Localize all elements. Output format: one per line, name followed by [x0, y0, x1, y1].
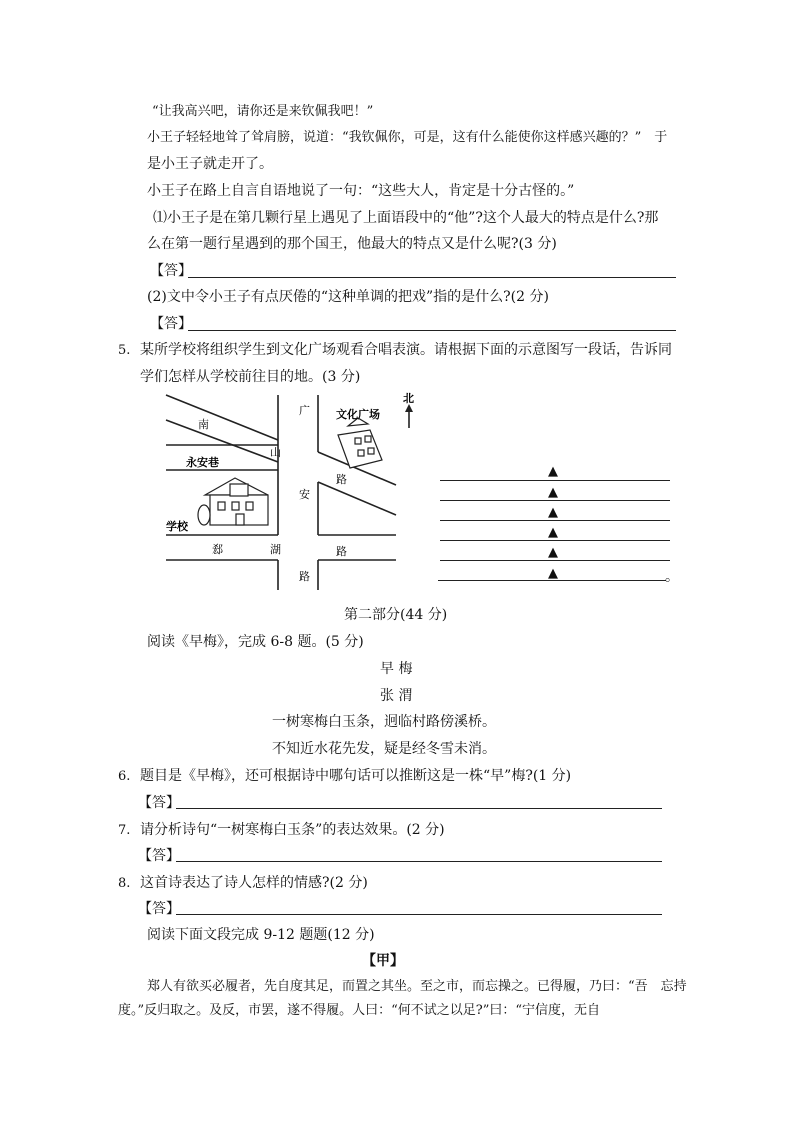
answer-label-2: 【答】	[150, 316, 192, 332]
triangle-marker: ▲	[548, 464, 558, 479]
muse-line: 小王子在路上自言自语地说了一句：“这些大人，肯定是十分古怪的。”	[147, 183, 575, 199]
north-arrow-icon	[405, 404, 413, 428]
map-label-lu-2: 路	[336, 545, 347, 558]
triangle-marker: ▲	[548, 485, 558, 500]
quote-line: “让我高兴吧，请你还是来钦佩我吧！”	[152, 104, 374, 119]
reading-intro: 阅读下面文段完成 9-12 题题(12 分)	[147, 927, 375, 943]
school-building-icon	[198, 478, 268, 525]
reading-line-1: 郑人有欲买必履者，先自度其足，而置之其坐。至之市，而忘操之。已得履，乃曰：“吾 忘持	[147, 979, 687, 994]
map-label-lu-3: 路	[299, 570, 310, 583]
q7-text: 请分析诗句“一树寒梅白玉条”的表达效果。(2 分)	[140, 822, 445, 838]
reply-line: 小王子轻轻地耸了耸肩膀，说道：“我钦佩你，可是，这有什么能使你这样感兴趣的？” 于	[147, 130, 668, 145]
question-2: (2)文中令小王子有点厌倦的“这种单调的把戏”指的是什么?(2 分)	[147, 289, 549, 305]
q6-number: 6.	[118, 769, 131, 784]
q6-text: 题目是《早梅》，还可根据诗中哪句话可以推断这是一株“早”梅?(1 分)	[140, 768, 572, 784]
q7-number: 7.	[118, 823, 131, 838]
map-label-school: 学校	[166, 520, 188, 533]
map-label-square: 文化广场	[336, 408, 380, 421]
part2-intro: 阅读《早梅》，完成 6-8 题。(5 分)	[147, 634, 364, 650]
answer-label-q6: 【答】	[138, 795, 180, 811]
answer-line-2[interactable]	[188, 330, 676, 331]
answer-line-q8[interactable]	[176, 914, 662, 915]
map-label-nan: 南	[198, 418, 209, 431]
culture-square-building-icon	[338, 418, 382, 468]
map-label-an: 安	[299, 488, 310, 501]
question-1-line-2: 么在第一题行星遇到的那个国王，他最大的特点又是什么呢?(3 分)	[147, 236, 557, 252]
poem-author: 张 渭	[380, 688, 413, 704]
triangle-marker: ▲	[548, 505, 558, 520]
answer-line-q6[interactable]	[176, 808, 662, 809]
map-label-guang: 广	[299, 404, 310, 417]
map-label-lu-1: 路	[336, 473, 347, 486]
end-mark: 。	[665, 569, 679, 585]
reading-section-title: 【甲】	[362, 953, 404, 969]
poem-line-1: 一树寒梅白玉条，迥临村路傍溪桥。	[272, 714, 496, 730]
poem-line-2: 不知近水花先发，疑是经冬雪未消。	[272, 741, 496, 757]
q5-line-2: 学们怎样从学校前往目的地。(3 分)	[140, 369, 361, 385]
map-label-yongan: 永安巷	[186, 456, 219, 469]
triangle-marker: ▲	[548, 566, 558, 581]
route-map	[160, 390, 414, 595]
reading-line-2: 度。”反归取之。及反，市罢，遂不得履。人曰：“何不试之以足?”曰：“宁信度，无自	[118, 1003, 601, 1018]
q8-text: 这首诗表达了诗人怎样的情感?(2 分)	[140, 875, 368, 891]
question-1-line-1: ⑴小王子是在第几颗行星上遇见了上面语段中的“他”?这个人最大的特点是什么?那	[153, 210, 659, 226]
answer-line-q7[interactable]	[176, 861, 662, 862]
q8-number: 8.	[118, 876, 131, 891]
answer-label-q7: 【答】	[138, 848, 180, 864]
q5-number: 5.	[118, 343, 131, 358]
map-label-qie: 郄	[212, 543, 223, 556]
q5-line-1: 某所学校将组织学生到文化广场观看合唱表演。请根据下面的示意图写一段话，告诉同	[140, 342, 672, 358]
map-label-hu: 湖	[270, 543, 281, 556]
map-label-north: 北	[403, 392, 414, 405]
map-label-shan: 山	[270, 446, 281, 459]
answer-label-1: 【答】	[150, 263, 192, 279]
answer-line-1[interactable]	[188, 277, 676, 278]
answer-label-q8: 【答】	[138, 901, 180, 917]
reply-continued: 是小王子就走开了。	[147, 156, 273, 172]
triangle-marker: ▲	[548, 545, 558, 560]
poem-title: 早 梅	[380, 661, 413, 677]
part2-header: 第二部分(44 分)	[344, 607, 448, 623]
triangle-marker: ▲	[548, 525, 558, 540]
